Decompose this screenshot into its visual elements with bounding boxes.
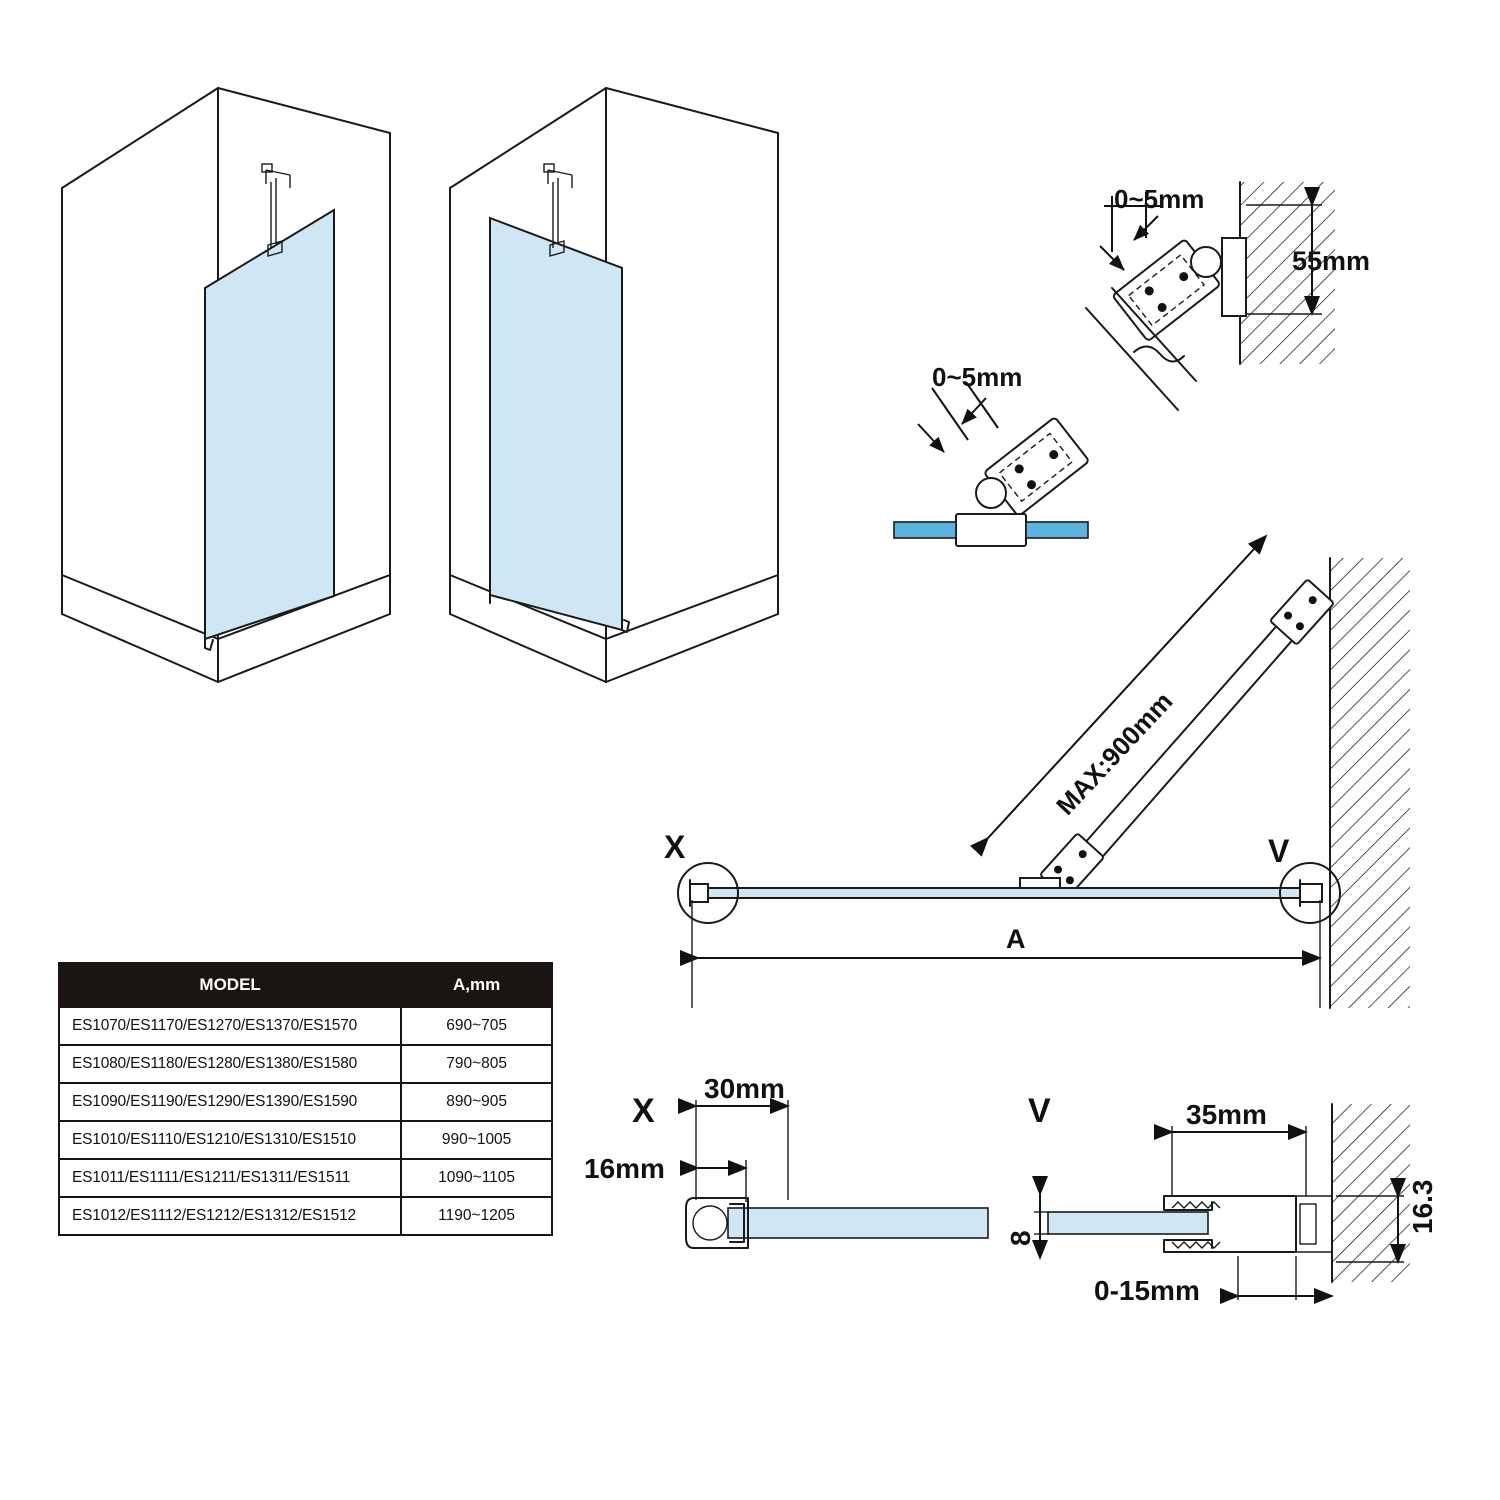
table-row xyxy=(59,1121,552,1159)
table-cell-model: ES1011/ES1111/ES1211/ES1311/ES1511 xyxy=(59,1159,401,1197)
label-wall-profile-35: 35mm xyxy=(1186,1099,1267,1130)
label-profile-width-16: 16mm xyxy=(584,1153,665,1184)
table-cell-model: ES1070/ES1170/ES1270/ES1370/ES1570 xyxy=(59,1007,401,1045)
table-cell-model: ES1080/ES1180/ES1280/ES1380/ES1580 xyxy=(59,1045,401,1083)
table-row xyxy=(59,1045,552,1083)
table-cell-a: 690~705 xyxy=(401,1007,552,1045)
table-cell-a: 1090~1105 xyxy=(401,1159,552,1197)
label-plan-v-marker: V xyxy=(1268,833,1290,869)
table-cell-a: 890~905 xyxy=(401,1083,552,1121)
table-cell-a: 990~1005 xyxy=(401,1121,552,1159)
table-header-model: MODEL xyxy=(59,963,401,1007)
table-row xyxy=(59,1007,552,1045)
label-profile-width-30: 30mm xyxy=(704,1073,785,1104)
label-bracket-gap-bottom: 0~5mm xyxy=(932,362,1023,392)
label-bracket-gap-top: 0~5mm xyxy=(1114,184,1205,214)
label-wall-plate-height: 55mm xyxy=(1292,246,1371,276)
label-adjust-range: 0-15mm xyxy=(1094,1275,1200,1306)
table-row xyxy=(59,1083,552,1121)
label-plan-width: A xyxy=(1006,924,1026,954)
label-plan-x-marker: X xyxy=(664,829,686,865)
table-row xyxy=(59,1159,552,1197)
table-cell-a: 790~805 xyxy=(401,1045,552,1083)
model-table xyxy=(58,962,553,1236)
table-cell-model: ES1010/ES1110/ES1210/ES1310/ES1510 xyxy=(59,1121,401,1159)
table-cell-model: ES1012/ES1112/ES1212/ES1312/ES1512 xyxy=(59,1197,401,1235)
table-cell-a: 1190~1205 xyxy=(401,1197,552,1235)
label-glass-thickness: 8 xyxy=(1005,1230,1036,1246)
table-row xyxy=(59,1197,552,1235)
table-header-a: A,mm xyxy=(401,963,552,1007)
table-header-row xyxy=(59,963,552,1007)
label-max-bar-length: MAX:900mm xyxy=(1050,686,1179,821)
label-wall-profile-height: 16.3 xyxy=(1407,1179,1438,1234)
table-cell-model: ES1090/ES1190/ES1290/ES1390/ES1590 xyxy=(59,1083,401,1121)
label-detail-v-marker: V xyxy=(1028,1092,1051,1130)
label-detail-x-marker: X xyxy=(632,1092,655,1130)
